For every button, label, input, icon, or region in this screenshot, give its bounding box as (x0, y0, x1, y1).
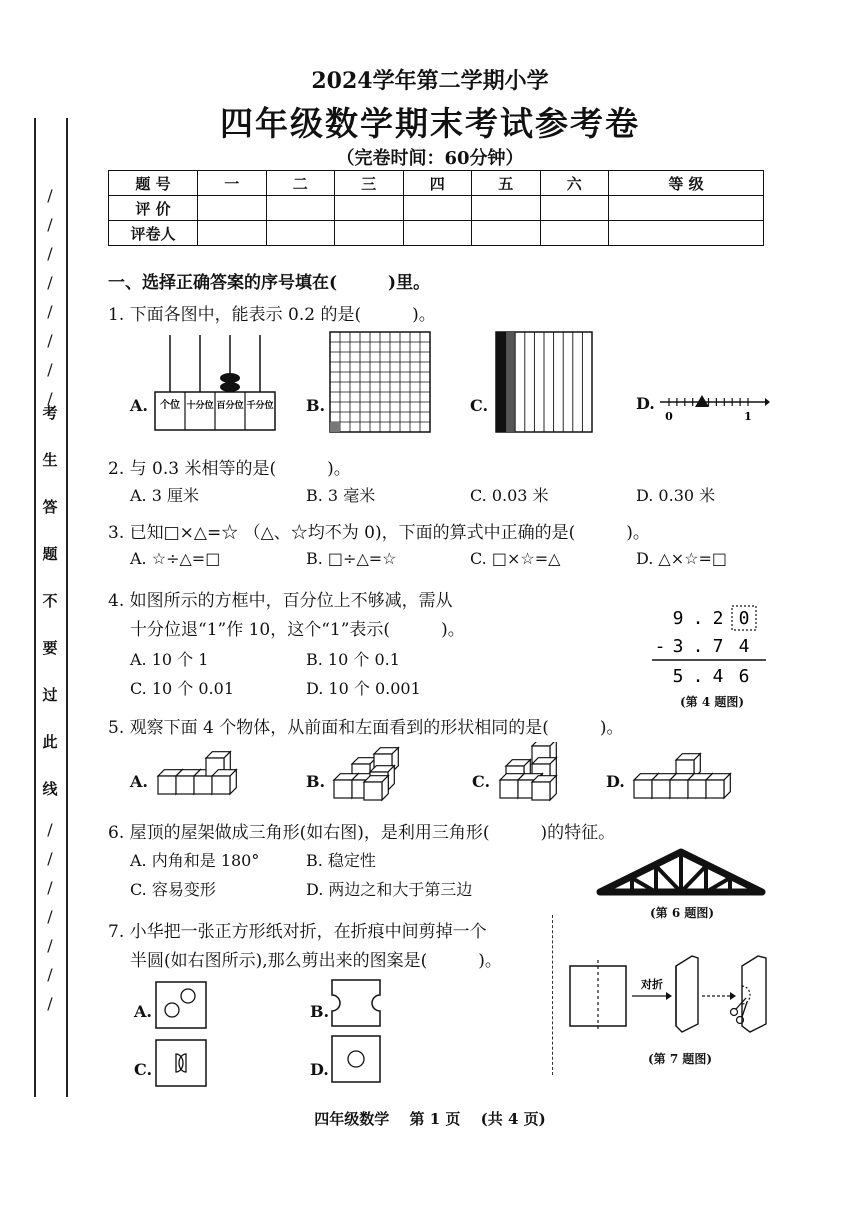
calc-digit: 7 (712, 636, 724, 657)
side-slash: / (47, 215, 53, 234)
q1-option-d-label: D. (636, 394, 655, 413)
q7-option-a-label: A. (134, 1002, 152, 1021)
question-3: 3. 已知□×△=☆ （△、☆均不为 0)，下面的算式中正确的是( )。 (108, 523, 650, 543)
score-table-header (109, 171, 764, 196)
side-slash: / (47, 273, 53, 292)
calc-digit: . (692, 636, 704, 657)
score-blank[interactable] (403, 196, 472, 221)
side-slash: / (47, 331, 53, 350)
calc-digit: 2 (712, 608, 724, 629)
score-cell: 三 (335, 171, 404, 196)
paper-option-c (154, 1038, 208, 1088)
calc-digit: 3 (672, 636, 684, 657)
side-slash: / (47, 360, 53, 379)
calc-digit: 6 (738, 666, 750, 687)
calc-digit: . (692, 608, 704, 629)
abacus-label-tenths: 十分位 (186, 401, 214, 411)
score-cell: 一 (198, 171, 267, 196)
score-cell: 二 (266, 171, 335, 196)
paper-option-d (330, 1034, 382, 1084)
question-4-line1: 4. 如图所示的方框中，百分位上不够减，需从 (108, 591, 453, 611)
score-blank[interactable] (266, 221, 335, 246)
side-slash: / (47, 820, 53, 839)
score-table-eval-row (109, 196, 764, 221)
numline-zero: 0 (665, 410, 673, 422)
numline-one: 1 (744, 410, 752, 422)
score-cell: 评 价 (109, 196, 198, 221)
score-blank[interactable] (472, 221, 541, 246)
q6-option-a[interactable]: A. 内角和是 180° (130, 851, 260, 870)
score-table (108, 170, 764, 246)
score-blank[interactable] (266, 196, 335, 221)
side-slash: / (47, 389, 53, 408)
question-5: 5. 观察下面 4 个物体，从前面和左面看到的形状相同的是( )。 (108, 718, 624, 738)
q1-option-b-label: B. (306, 396, 326, 415)
side-slash: / (47, 186, 53, 205)
question-1: 1. 下面各图中，能表示 0.2 的是( )。 (108, 305, 436, 325)
question-6: 6. 屋顶的屋架做成三角形(如右图)，是利用三角形( )的特征。 (108, 823, 616, 843)
hundred-grid-figure (328, 330, 432, 434)
q2-option-d[interactable]: D. 0.30 米 (636, 486, 716, 505)
side-char: 要 (42, 639, 58, 657)
q4-option-c[interactable]: C. 10 个 0.01 (130, 679, 235, 698)
score-blank[interactable] (198, 221, 267, 246)
cube-figure-a (150, 742, 260, 802)
fold-process-figure (566, 942, 776, 1042)
q5-option-a-label: A. (130, 772, 148, 791)
question-2: 2. 与 0.3 米相等的是( )。 (108, 459, 351, 479)
score-blank[interactable] (540, 196, 609, 221)
q2-option-a[interactable]: A. 3 厘米 (130, 486, 199, 505)
side-slash: / (47, 994, 53, 1013)
score-table-grader-row (109, 221, 764, 246)
side-char: 生 (42, 451, 58, 469)
number-line-figure (655, 390, 770, 422)
q3-option-d[interactable]: D. △×☆=□ (636, 549, 728, 568)
q7-option-b-label: B. (310, 1002, 330, 1021)
calc-digit: 5 (672, 666, 684, 687)
side-slash: / (47, 965, 53, 984)
side-slash: / (47, 302, 53, 321)
q6-option-d[interactable]: D. 两边之和大于第三边 (306, 880, 473, 899)
side-slash: / (47, 244, 53, 263)
score-cell: 五 (472, 171, 541, 196)
q4-option-d[interactable]: D. 10 个 0.001 (306, 679, 421, 698)
subtraction-figure (650, 600, 770, 692)
score-blank[interactable] (403, 221, 472, 246)
calc-digit: 4 (738, 636, 750, 657)
side-slash: / (47, 849, 53, 868)
calc-digit: - (654, 636, 666, 657)
section-1-title: 一、选择正确答案的序号填在( )里。 (108, 273, 431, 293)
q7-option-d-label: D. (310, 1060, 329, 1079)
q3-option-a[interactable]: A. ☆÷△=□ (130, 549, 221, 568)
question-4-line2: 十分位退“1”作 10，这个“1”表示( )。 (130, 620, 465, 640)
score-cell: 题 号 (109, 171, 198, 196)
paper-option-b (330, 978, 382, 1028)
q5-option-d-label: D. (606, 772, 625, 791)
q2-option-c[interactable]: C. 0.03 米 (470, 486, 549, 505)
exam-term: 2024学年第二学期小学 (311, 68, 549, 94)
calc-digit: 4 (712, 666, 724, 687)
side-slash: / (47, 936, 53, 955)
abacus-label-hundredths: 百分位 (216, 401, 244, 411)
side-char: 过 (42, 686, 58, 704)
fold-label: 对折 (641, 978, 663, 991)
cube-figure-d (626, 742, 756, 802)
q4-caption: (第 4 题图) (680, 695, 745, 709)
cube-figure-b (326, 742, 436, 802)
calc-digit: 0 (738, 608, 750, 629)
score-blank[interactable] (472, 196, 541, 221)
q7-caption: (第 7 题图) (648, 1052, 713, 1066)
side-char: 此 (42, 733, 58, 751)
side-slash: / (47, 907, 53, 926)
score-cell: 六 (540, 171, 609, 196)
page-footer: 四年级数学 第 1 页 (共 4 页) (314, 1110, 546, 1128)
q5-option-b-label: B. (306, 772, 326, 791)
cube-figure-c (492, 742, 602, 802)
paper-option-a (154, 980, 208, 1030)
score-blank[interactable] (198, 196, 267, 221)
side-slash: / (47, 878, 53, 897)
q6-option-c[interactable]: C. 容易变形 (130, 880, 216, 899)
q5-option-c-label: C. (472, 772, 491, 791)
score-cell: 等 级 (609, 171, 764, 196)
question-7-line2: 半圆(如右图所示),那么剪出来的图案是( )。 (130, 951, 502, 971)
q3-option-c[interactable]: C. □×☆=△ (470, 549, 561, 568)
exam-title: 四年级数学期末考试参考卷 (220, 104, 640, 143)
score-blank[interactable] (540, 221, 609, 246)
question-7-line1: 7. 小华把一张正方形纸对折，在折痕中间剪掉一个 (108, 922, 487, 942)
calc-digit: 9 (672, 608, 684, 629)
q2-option-b[interactable]: B. 3 毫米 (306, 486, 376, 505)
abacus-label-ones: 个位 (160, 400, 180, 411)
binding-line-right (66, 118, 68, 1097)
side-char: 题 (42, 545, 58, 563)
exam-duration: （完卷时间：60分钟） (336, 148, 524, 169)
abacus-label-thousandths: 千分位 (246, 401, 274, 411)
score-blank[interactable] (335, 221, 404, 246)
q4-option-b[interactable]: B. 10 个 0.1 (306, 650, 400, 669)
abacus-figure (150, 330, 280, 440)
score-blank[interactable] (609, 196, 764, 221)
side-char: 考 (42, 404, 58, 422)
roof-truss-figure (596, 846, 766, 898)
score-cell: 四 (403, 171, 472, 196)
q6-caption: (第 6 题图) (650, 906, 715, 920)
q3-option-b[interactable]: B. □÷△=☆ (306, 549, 397, 568)
binding-line-left (34, 118, 36, 1097)
tenths-strip-figure (494, 330, 594, 434)
q6-option-b[interactable]: B. 稳定性 (306, 851, 376, 870)
q4-option-a[interactable]: A. 10 个 1 (130, 650, 209, 669)
q1-option-c-label: C. (470, 396, 489, 415)
calc-digit: . (692, 666, 704, 687)
score-cell: 评卷人 (109, 221, 198, 246)
q1-option-a-label: A. (130, 396, 148, 415)
score-blank[interactable] (609, 221, 764, 246)
score-blank[interactable] (335, 196, 404, 221)
q7-divider (552, 915, 553, 1075)
side-char: 不 (42, 592, 58, 610)
q7-option-c-label: C. (134, 1060, 153, 1079)
side-char: 答 (42, 498, 58, 516)
side-char: 线 (42, 780, 58, 798)
